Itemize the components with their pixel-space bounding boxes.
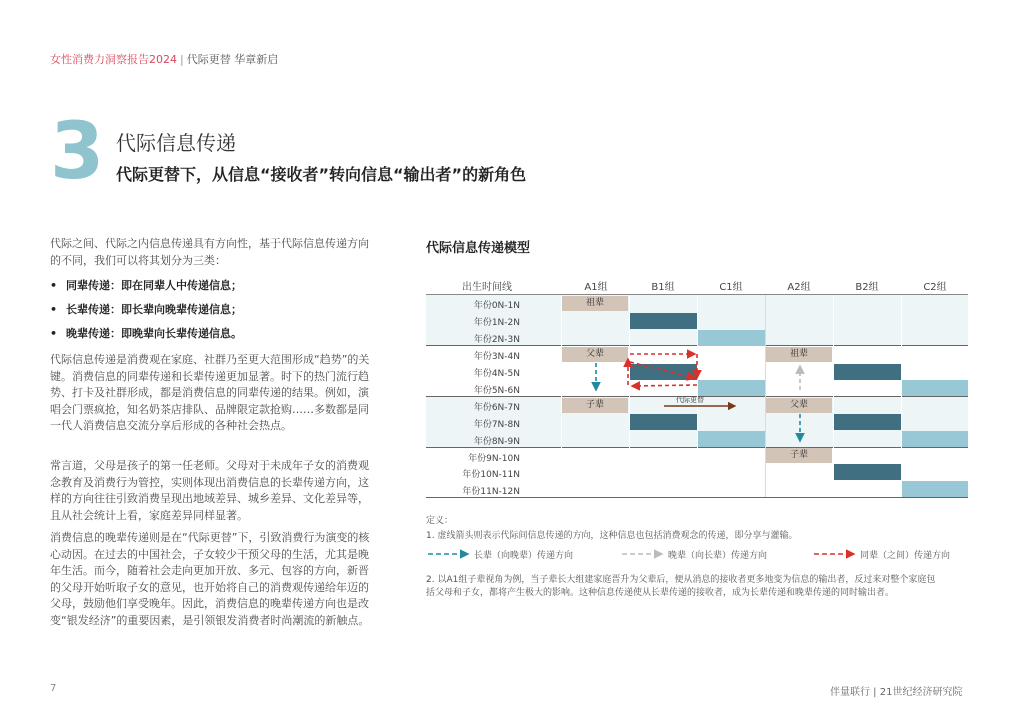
bullet-item: • 长辈传递：即长辈向晚辈传递信息； bbox=[50, 303, 242, 316]
bullet-text: 长辈传递：即长辈向晚辈传递信息； bbox=[66, 303, 242, 316]
definition-1: 1. 虚线箭头则表示代际间信息传递的方向，这种信息也包括消费观念的传递，即分享与灌输。 bbox=[426, 531, 798, 541]
definition-2-line2: 括父母和子女，都将产生极大的影响。这种信息传递使从长辈传递的接收者，成为长辈传递和晚辈传递的同时输出者。 bbox=[426, 588, 895, 598]
section-subtitle: 代际更替下，从信息“接收者”转向信息“输出者”的新角色 bbox=[116, 165, 527, 184]
row-label: 年份11N-12N bbox=[462, 487, 520, 497]
grandparent-cell: 祖辈 bbox=[562, 296, 628, 311]
child-cell: 子辈 bbox=[766, 448, 832, 463]
column-header: B2组 bbox=[855, 282, 879, 293]
row-label: 年份2N-3N bbox=[473, 335, 520, 345]
row-label: 年份4N-5N bbox=[473, 369, 520, 379]
column-header: A2组 bbox=[787, 282, 811, 293]
child-cell: 子辈 bbox=[562, 398, 628, 413]
parent-cell: 父辈 bbox=[766, 398, 832, 413]
row-label: 年份9N-10N bbox=[468, 454, 520, 464]
elder-legend-text: 长辈（向晚辈）传递方向 bbox=[474, 551, 574, 561]
row-label: 年份8N-9N bbox=[473, 437, 520, 447]
column-header: C1组 bbox=[719, 282, 743, 293]
row-label: 年份0N-1N bbox=[473, 301, 520, 311]
row-label: 年份5N-6N bbox=[473, 386, 520, 396]
peer-legend-text: 同辈（之间）传递方向 bbox=[860, 551, 951, 561]
report-name: 女性消费力洞察报告2024 bbox=[50, 53, 177, 66]
footer-source: 伴量联行 | 21世纪经济研究院 bbox=[830, 687, 963, 698]
column-header: C2组 bbox=[923, 282, 947, 293]
bullet-item: • 晚辈传递：即晚辈向长辈传递信息。 bbox=[50, 327, 242, 340]
bullet-text: 晚辈传递：即晚辈向长辈传递信息。 bbox=[66, 327, 242, 340]
bullet-item: • 同辈传递：即在同辈人中传递信息； bbox=[50, 279, 242, 292]
header-separator: | bbox=[180, 53, 184, 66]
row-label: 年份1N-2N bbox=[473, 318, 520, 328]
row-label: 年份10N-11N bbox=[462, 470, 520, 480]
generation-arrow-label: 代际更替 bbox=[676, 396, 704, 404]
section-title: 代际信息传递 bbox=[116, 131, 236, 155]
definitions-label: 定义： bbox=[426, 516, 454, 526]
row-label: 年份7N-8N bbox=[473, 420, 520, 430]
row-label: 年份3N-4N bbox=[473, 352, 520, 362]
column-header: A1组 bbox=[584, 282, 608, 293]
chapter-name: 代际更替 华章新启 bbox=[186, 53, 279, 66]
body-paragraph: 常言道，父母是孩子的第一任老师。父母对于未成年子女的消费观念教育及消费行为管控，实则体现出消费信息的长辈传递方向，这样的方向往往引致消费呈现出地域差异、城乡差异、文化差异等，且从社会统计上看，家庭差异同样显著。 bbox=[50, 459, 369, 522]
page-number: 7 bbox=[50, 683, 57, 694]
body-paragraph: 代际信息传递是消费观在家庭、社群乃至更大范围形成“趋势”的关键。消费信息的同辈传递和长辈传递更加显著。时下的热门流行趋势、打卡及社群形成，都是消费信息的同辈传递的结果。例如，演唱会门票疯抢，知名奶茶店排队、品牌限定款抢购……多数都是同一代人消费信息交流分享后形成的各种社会热点。 bbox=[50, 353, 370, 432]
parent-cell: 父辈 bbox=[562, 347, 628, 362]
row-label: 年份6N-7N bbox=[473, 403, 520, 413]
column-header: B1组 bbox=[651, 282, 675, 293]
chart-title: 代际信息传递模型 bbox=[426, 241, 531, 256]
intro-paragraph: 代际之间、代际之内信息传递具有方向性，基于代际信息传递方向的不同，我们可以将其划分为三类： bbox=[50, 237, 369, 267]
definition-2-line1: 2. 以A1组子辈视角为例，当子辈长大组建家庭晋升为父辈后，便从消息的接收者更多地变为信息的输出者，反过来对整个家庭包 bbox=[426, 575, 936, 585]
peer-arrows bbox=[628, 354, 697, 386]
column-header: 出生时间线 bbox=[462, 282, 512, 293]
junior-legend-text: 晚辈（向长辈）传递方向 bbox=[668, 551, 768, 561]
section-number: 3 bbox=[50, 107, 105, 197]
grandparent-cell: 祖辈 bbox=[766, 347, 832, 362]
bullet-text: 同辈传递：即在同辈人中传递信息； bbox=[66, 279, 242, 292]
body-paragraph: 消费信息的晚辈传递则是在“代际更替”下，引致消费行为演变的核心动因。在过去的中国社会，子女较少干预父母的生活，尤其是晚年生活。而今，随着社会走向更加开放、多元、包容的方向，新晋的父母开始听取子女的意见，也开始将自己的消费观传递给年迈的父母，鼓励他们享受晚年。因此，消费信息的晚辈传递方向也是改变“银发经济”的重要因素，是引领银发消费者时尚潮流的新触点。 bbox=[50, 531, 370, 627]
